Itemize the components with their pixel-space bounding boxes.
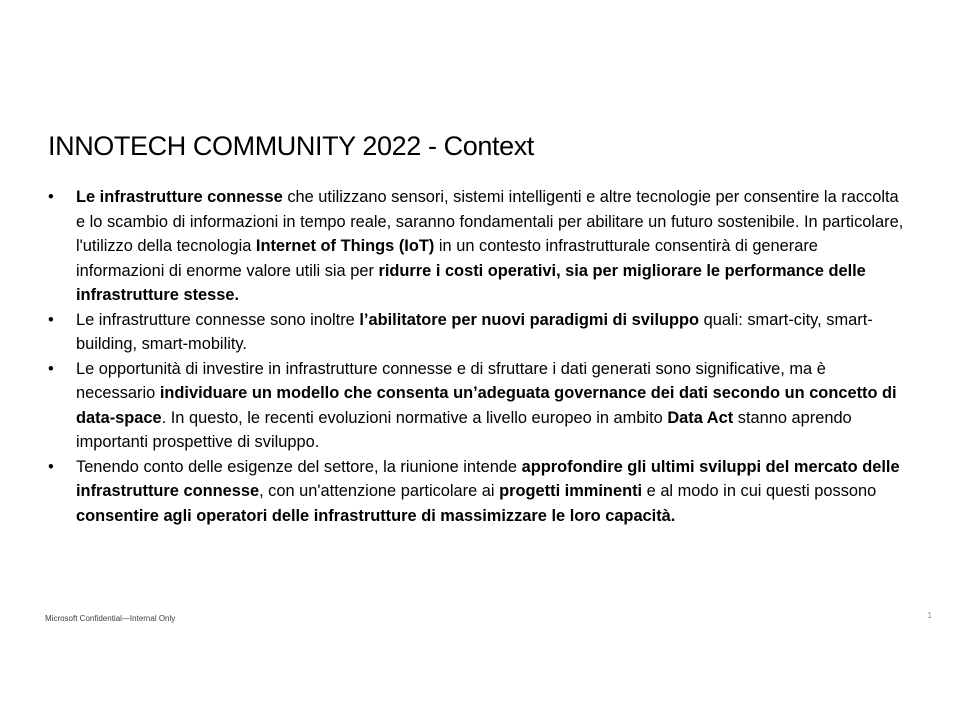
bullet-segment-bold: Le infrastrutture connesse bbox=[76, 188, 283, 206]
bullet-segment: e al modo in cui questi possono bbox=[642, 482, 877, 500]
slide-title: INNOTECH COMMUNITY 2022 - Context bbox=[48, 131, 534, 161]
bullet-segment-bold: approfondire gli ultimi sviluppi del mercato delle infrastrutture connesse bbox=[76, 457, 900, 500]
bullet-item bbox=[48, 308, 906, 357]
bullet-segment: Tenendo conto delle esigenze del settore, la riunione intende bbox=[76, 457, 522, 476]
bullet-segment-bold: progetti imminenti bbox=[499, 482, 643, 500]
bullet-item bbox=[48, 455, 906, 529]
bullet-segment: . In questo, le recenti evoluzioni normative a livello europeo in ambito bbox=[161, 408, 668, 427]
bullet-item bbox=[48, 185, 906, 308]
bullet-marker-icon: • bbox=[48, 188, 54, 206]
bullet-segment: Le infrastrutture connesse sono inoltre bbox=[76, 310, 360, 329]
bullet-segment-bold: ridurre i costi operativi, sia per migliorare le performance delle infrastrutture stesse. bbox=[76, 261, 866, 304]
bullet-text bbox=[76, 185, 906, 308]
bullet-segment: in un contesto infrastrutturale consentirà di generare informazioni di enorme valore utili sia per bbox=[76, 237, 818, 280]
page-number: 1 bbox=[927, 611, 932, 620]
bullet-marker-icon: • bbox=[48, 359, 54, 378]
bullet-segment-bold: Internet of Things (IoT) bbox=[255, 237, 435, 255]
bullet-segment: Le opportunità di investire in infrastrutture connesse e di sfruttare i dati generati sono significative, ma è necessario bbox=[76, 359, 826, 402]
bullet-segment-bold: l’abilitatore per nuovi paradigmi di sviluppo bbox=[359, 310, 700, 329]
bullet-text bbox=[76, 357, 906, 455]
bullet-segment-bold: consentire agli operatori delle infrastrutture di massimizzare le loro capacità. bbox=[76, 506, 676, 525]
bullet-segment: quali: smart-city, smart-building, smart-mobility. bbox=[76, 310, 873, 353]
bullet-marker-icon: • bbox=[48, 457, 54, 476]
bullet-text bbox=[76, 308, 906, 357]
bullet-list bbox=[48, 185, 906, 528]
bullet-segment-bold: individuare un modello che consenta un’adeguata governance dei dati secondo un concetto di data-space bbox=[76, 384, 897, 427]
bullet-item bbox=[48, 357, 906, 455]
bullet-segment: che utilizzano sensori, sistemi intelligenti e altre tecnologie per consentire la raccolta e lo scambio di informazioni in tempo reale, saranno fondamentali per abilitare un futuro sostenibile. In particolare, l'utilizzo della tecnologia bbox=[76, 188, 904, 255]
bullet-marker-icon: • bbox=[48, 310, 54, 329]
bullet-text bbox=[76, 455, 906, 529]
bullet-segment-bold: Data Act bbox=[667, 408, 734, 427]
confidentiality-footer: Microsoft Confidential—Internal Only bbox=[45, 614, 176, 623]
bullet-segment: stanno aprendo importanti prospettive di sviluppo. bbox=[76, 408, 852, 451]
bullet-segment: , con un'attenzione particolare ai bbox=[259, 482, 500, 500]
